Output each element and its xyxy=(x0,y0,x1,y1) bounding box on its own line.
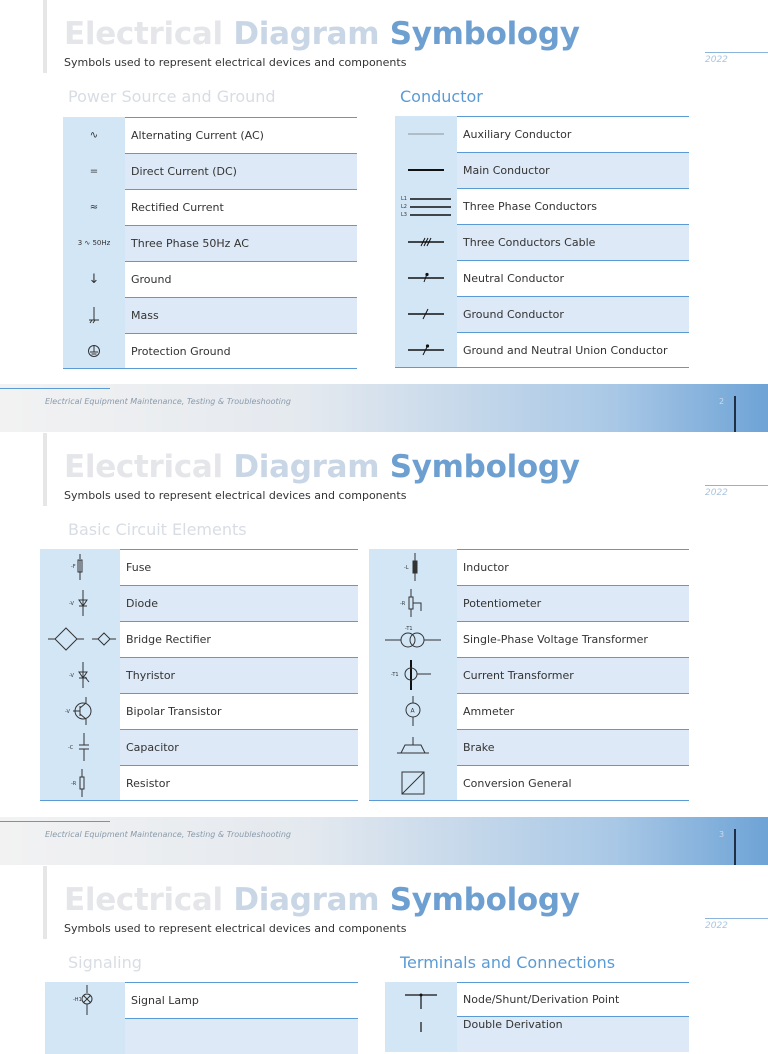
table-row xyxy=(369,693,689,729)
node-shunt-icon xyxy=(385,982,457,1016)
table-row xyxy=(63,189,357,225)
rectified-current-icon: ≈ xyxy=(63,189,125,225)
page-number: 2 xyxy=(719,397,725,406)
page-title: Electrical Diagram Symbology xyxy=(64,16,580,52)
page-number: 3 xyxy=(719,830,725,839)
page-footer xyxy=(0,384,768,432)
current-transformer-icon xyxy=(369,657,457,693)
section-title: Terminals and Connections xyxy=(400,953,616,972)
table-row xyxy=(395,188,689,224)
row-label: Bridge Rectifier xyxy=(120,621,358,657)
row-label: Direct Current (DC) xyxy=(125,153,357,189)
bridge-rectifier-icon xyxy=(40,621,120,657)
row-label: Signal Lamp xyxy=(125,982,358,1018)
neutral-conductor-icon xyxy=(395,260,457,296)
row-label: Rectified Current xyxy=(125,189,357,225)
row-label: Conversion General xyxy=(457,765,689,800)
header-accent-bar xyxy=(43,0,47,73)
symbol-table xyxy=(45,982,358,1054)
svg-text:L2: L2 xyxy=(401,204,407,210)
conversion-general-icon xyxy=(369,765,457,800)
svg-text:A: A xyxy=(410,707,415,715)
row-label: Ground xyxy=(125,261,357,297)
svg-text:L3: L3 xyxy=(401,212,407,218)
svg-text:-L: -L xyxy=(404,565,409,571)
row-label: Fuse xyxy=(120,549,358,585)
row-label: Thyristor xyxy=(120,657,358,693)
row-label: Three Phase Conductors xyxy=(457,188,689,224)
table-row xyxy=(369,765,689,801)
table-row xyxy=(40,549,358,585)
row-label: Auxiliary Conductor xyxy=(457,116,689,152)
section-title: Signaling xyxy=(68,953,142,972)
main-conductor-icon xyxy=(395,152,457,188)
svg-text:-C: -C xyxy=(68,745,74,751)
year-label: 2022 xyxy=(705,918,768,931)
table-row xyxy=(385,982,689,1016)
table-row xyxy=(63,117,357,153)
row-label: Three Phase 50Hz AC xyxy=(125,225,357,261)
mass-icon xyxy=(63,297,125,333)
symbol-table xyxy=(395,116,689,368)
symbol-table xyxy=(385,982,689,1052)
table-row xyxy=(395,296,689,332)
header-accent-bar xyxy=(43,866,47,939)
table-row xyxy=(40,693,358,729)
three-phase-ac-icon: 3 ∿ 50Hz xyxy=(63,225,125,261)
table-row xyxy=(369,729,689,765)
row-label: Inductor xyxy=(457,549,689,585)
ac-symbol-icon: ∿ xyxy=(63,117,125,153)
table-row xyxy=(40,765,358,801)
capacitor-icon xyxy=(40,729,120,765)
resistor-icon xyxy=(40,765,120,800)
symbol-table xyxy=(369,549,689,801)
row-label: Three Conductors Cable xyxy=(457,224,689,260)
footer-text: Electrical Equipment Maintenance, Testing & Troubleshooting xyxy=(45,830,291,839)
ground-icon: ↓ xyxy=(63,261,125,297)
row-label: Node/Shunt/Derivation Point xyxy=(457,982,689,1016)
row-label: Double Derivation xyxy=(457,1016,689,1052)
page-footer xyxy=(0,817,768,865)
ammeter-icon xyxy=(369,693,457,729)
svg-text:-H1: -H1 xyxy=(73,997,82,1003)
page-subtitle: Symbols used to represent electrical devices and components xyxy=(64,56,407,69)
table-row xyxy=(395,152,689,188)
row-label: Capacitor xyxy=(120,729,358,765)
table-row xyxy=(45,1018,358,1054)
table-row xyxy=(395,224,689,260)
footer-text: Electrical Equipment Maintenance, Testing & Troubleshooting xyxy=(45,397,291,406)
potentiometer-icon xyxy=(369,585,457,621)
protection-ground-icon xyxy=(63,333,125,368)
svg-text:-F: -F xyxy=(71,564,76,570)
page-2 xyxy=(0,0,768,433)
page-subtitle: Symbols used to represent electrical devices and components xyxy=(64,489,407,502)
page-4 xyxy=(0,866,768,1031)
ground-conductor-icon xyxy=(395,296,457,332)
table-row xyxy=(369,621,689,657)
table-row xyxy=(40,729,358,765)
row-label: Ground Conductor xyxy=(457,296,689,332)
year-label: 2022 xyxy=(705,485,768,498)
page-subtitle: Symbols used to represent electrical devices and components xyxy=(64,922,407,935)
section-title: Basic Circuit Elements xyxy=(68,520,247,539)
table-row xyxy=(395,116,689,152)
table-row xyxy=(40,585,358,621)
svg-text:-V: -V xyxy=(69,673,74,679)
table-row xyxy=(369,549,689,585)
table-row xyxy=(369,657,689,693)
row-label: Resistor xyxy=(120,765,358,800)
page-3 xyxy=(0,433,768,866)
section-title: Conductor xyxy=(400,87,483,106)
table-row xyxy=(63,333,357,369)
row-label: Diode xyxy=(120,585,358,621)
year-label: 2022 xyxy=(705,52,768,65)
row-label: Bipolar Transistor xyxy=(120,693,358,729)
svg-text:-V: -V xyxy=(65,709,70,715)
table-row xyxy=(385,1016,689,1052)
three-conductors-cable-icon xyxy=(395,224,457,260)
row-label: Main Conductor xyxy=(457,152,689,188)
svg-text:-R: -R xyxy=(71,780,77,787)
row-label: Alternating Current (AC) xyxy=(125,117,357,153)
diode-icon xyxy=(40,585,120,621)
signal-lamp-icon xyxy=(45,982,125,1018)
row-label: Neutral Conductor xyxy=(457,260,689,296)
thyristor-icon xyxy=(40,657,120,693)
bipolar-transistor-icon xyxy=(40,693,120,729)
inductor-icon xyxy=(369,549,457,585)
svg-text:-V: -V xyxy=(69,601,74,607)
table-row xyxy=(369,585,689,621)
svg-text:-T1: -T1 xyxy=(405,626,413,632)
brake-icon xyxy=(369,729,457,765)
row-label: Ammeter xyxy=(457,693,689,729)
row-label: Protection Ground xyxy=(125,333,357,368)
table-row xyxy=(63,225,357,261)
row-label: Mass xyxy=(125,297,357,333)
header-accent-bar xyxy=(43,433,47,506)
table-row xyxy=(63,261,357,297)
double-derivation-icon xyxy=(385,1016,457,1052)
table-row xyxy=(45,982,358,1018)
section-title: Power Source and Ground xyxy=(68,87,276,106)
row-label: Potentiometer xyxy=(457,585,689,621)
page-title: Electrical Diagram Symbology xyxy=(64,882,580,918)
table-row xyxy=(395,332,689,368)
symbol-table xyxy=(40,549,358,801)
dc-symbol-icon: = xyxy=(63,153,125,189)
table-row xyxy=(63,297,357,333)
table-row xyxy=(63,153,357,189)
svg-text:-T1: -T1 xyxy=(391,672,399,678)
table-row xyxy=(395,260,689,296)
fuse-icon xyxy=(40,549,120,585)
ground-neutral-union-icon xyxy=(395,332,457,367)
svg-text:L1: L1 xyxy=(401,196,407,202)
auxiliary-conductor-icon xyxy=(395,116,457,152)
table-row xyxy=(40,657,358,693)
svg-text:-R: -R xyxy=(400,601,406,607)
symbol-table xyxy=(63,117,357,369)
page-title: Electrical Diagram Symbology xyxy=(64,449,580,485)
three-phase-conductors-icon xyxy=(395,188,457,224)
row-label: Ground and Neutral Union Conductor xyxy=(457,332,689,367)
table-row xyxy=(40,621,358,657)
row-label: Brake xyxy=(457,729,689,765)
row-label: Current Transformer xyxy=(457,657,689,693)
row-label: Single-Phase Voltage Transformer xyxy=(457,621,689,657)
voltage-transformer-icon xyxy=(369,621,457,657)
